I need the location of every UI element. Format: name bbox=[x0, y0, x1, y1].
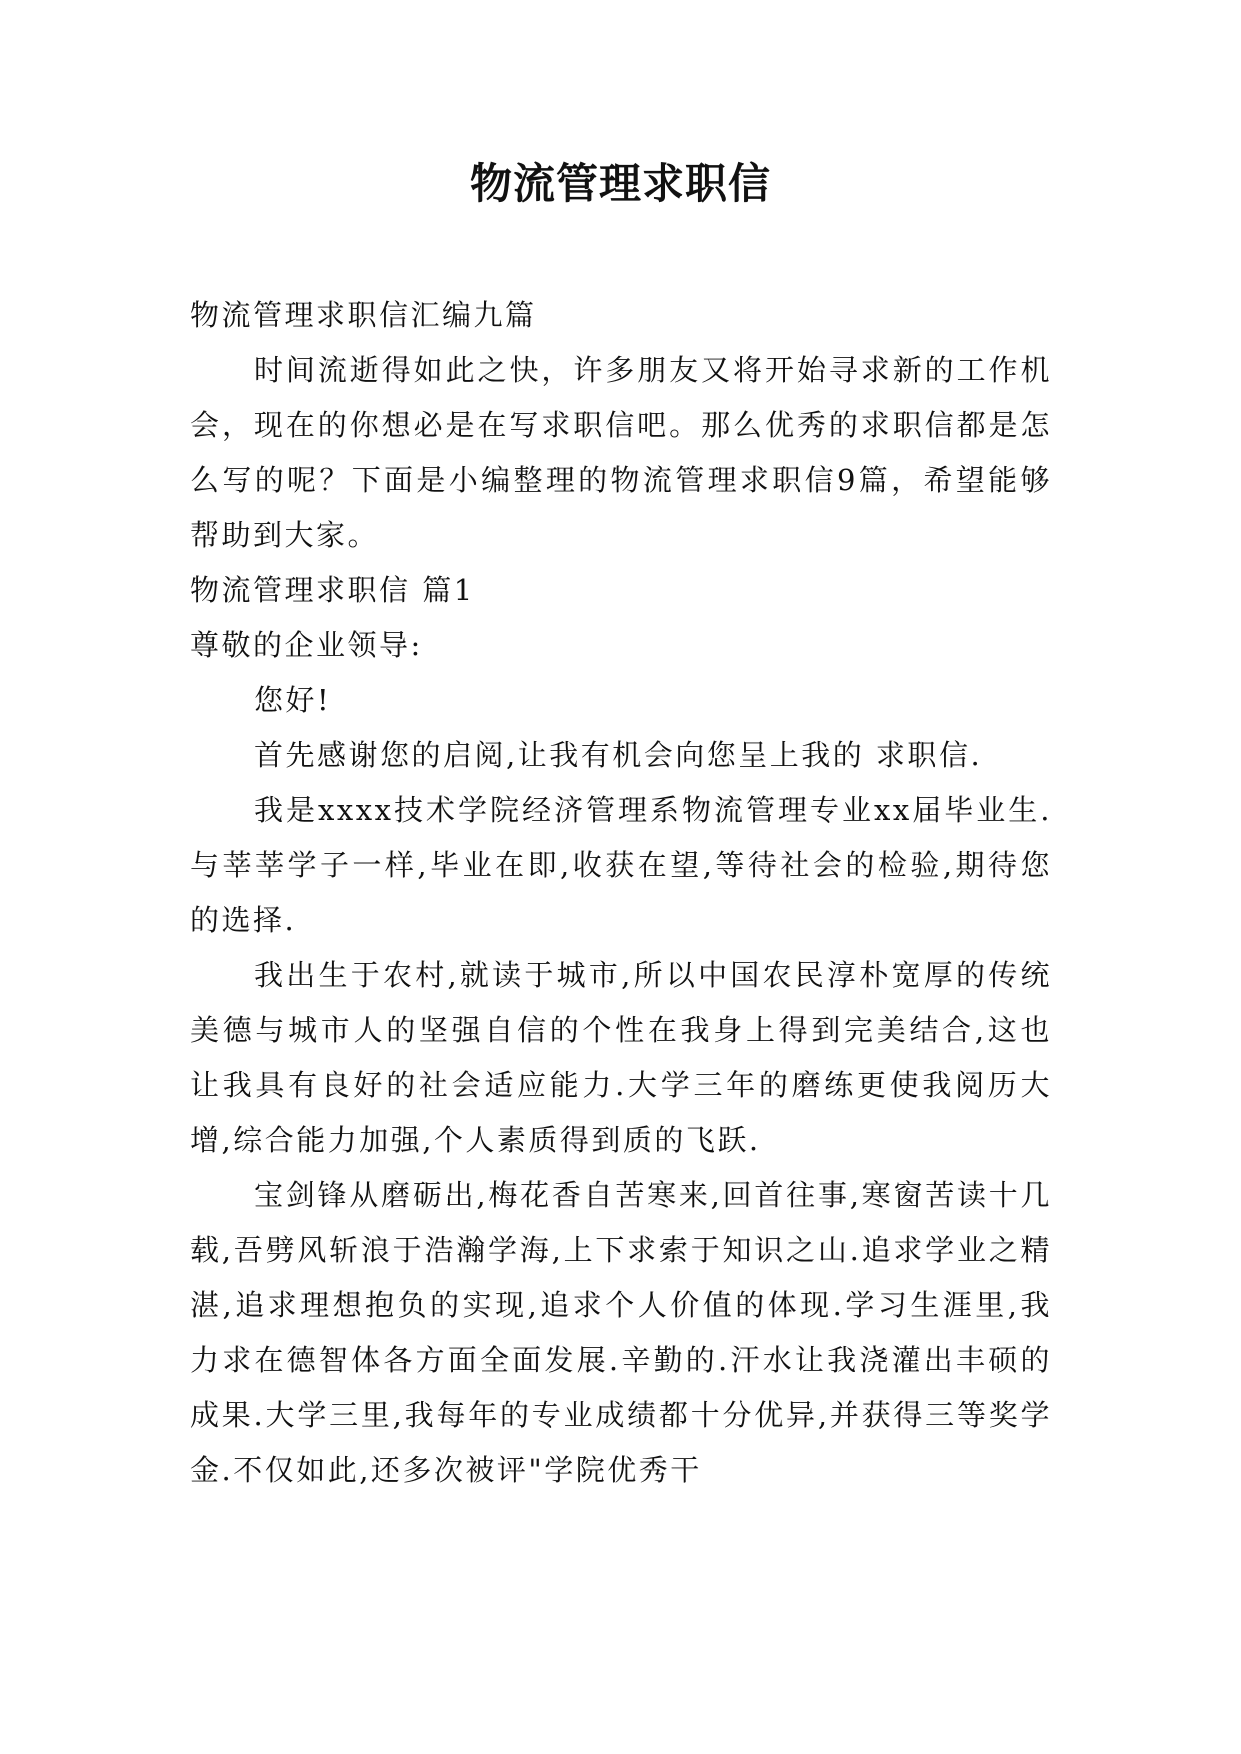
body-paragraph: 我出生于农村,就读于城市,所以中国农民淳朴宽厚的传统美德与城市人的坚强自信的个性在我身上得到完美结合,这也让我具有良好的社会适应能力.大学三年的磨练更使我阅历大增,综合能力加强,个人素质得到质的飞跃. bbox=[190, 958, 1052, 1157]
section-heading: 物流管理求职信 篇1 bbox=[190, 573, 475, 607]
body-paragraph: 宝剑锋从磨砺出,梅花香自苦寒来,回首往事,寒窗苦读十几载,吾劈风斩浪于浩瀚学海,上下求索于知识之山.追求学业之精湛,追求理想抱负的实现,追求个人价值的体现.学习生涯里,我力求在德智体各方面全面发展.辛勤的.汗水让我浇灌出丰硕的成果.大学三里,我每年的专业成绩都十分优异,并获得三等奖学金.不仅如此,还多次被评"学院优秀干 bbox=[190, 1178, 1052, 1487]
intro-paragraph: 时间流逝得如此之快，许多朋友又将开始寻求新的工作机会，现在的你想必是在写求职信吧。那么优秀的求职信都是怎么写的呢？下面是小编整理的物流管理求职信9篇，希望能够帮助到大家。 bbox=[190, 353, 1052, 552]
document-body bbox=[190, 288, 1052, 1498]
document-title: 物流管理求职信 bbox=[469, 159, 771, 208]
body-paragraph: 我是xxxx技术学院经济管理系物流管理专业xx届毕业生.与莘莘学子一样,毕业在即,收获在望,等待社会的检验,期待您的选择. bbox=[190, 793, 1052, 937]
document-subtitle: 物流管理求职信汇编九篇 bbox=[190, 298, 537, 332]
body-paragraph: 首先感谢您的启阅,让我有机会向您呈上我的 求职信. bbox=[254, 738, 983, 772]
letter-salutation: 尊敬的企业领导: bbox=[190, 628, 423, 662]
letter-greeting: 您好! bbox=[254, 683, 332, 717]
